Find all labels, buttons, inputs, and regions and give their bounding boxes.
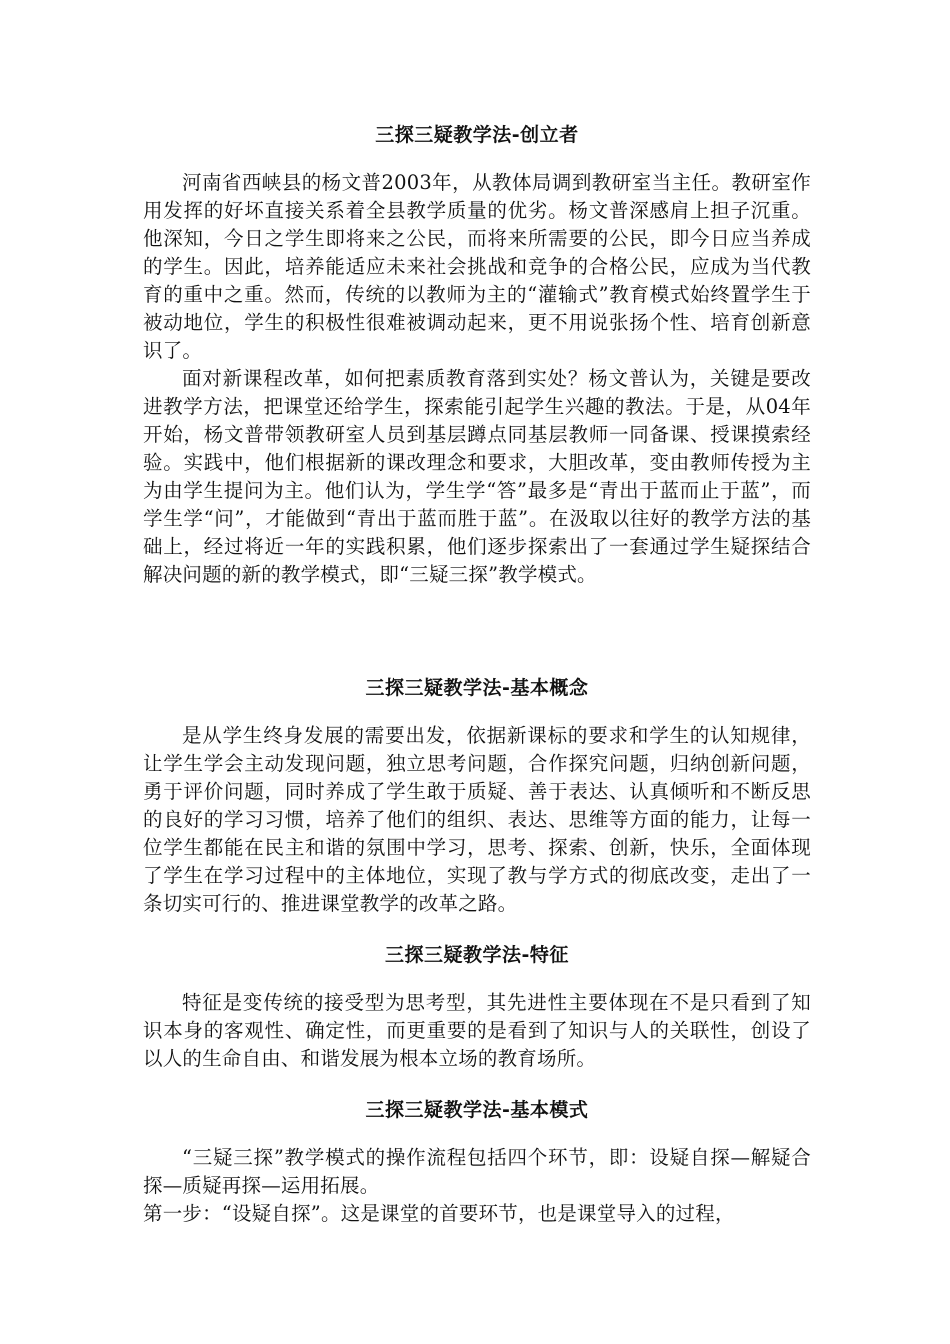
- founder-paragraph-2: 面对新课程改革，如何把素质教育落到实处？杨文普认为，关键是要改进教学方法，把课堂还给学生，探索能引起学生兴趣的教法。于是，从04年开始，杨文普带领教研室人员到基层蹲点同基层教师一同备课、授课摸索经验。实践中，他们根据新的课改理念和要求，大胆改革，变由教师传授为主为由学生提问为主。他们认为，学生学“答”最多是“青出于蓝而止于蓝”，而学生学“问”，才能做到“青出于蓝而胜于蓝”。在汲取以往好的教学方法的基础上，经过将近一年的实践积累，他们逐步探索出了一套通过学生疑探结合解决问题的新的教学模式，即“三疑三探”教学模式。: [143, 367, 811, 586]
- first-step-line: 第一步：“设疑自探”。这是课堂的首要环节，也是课堂导入的过程，: [143, 1202, 735, 1225]
- basic-concept-paragraph: 是从学生终身发展的需要出发，依据新课标的要求和学生的认知规律，让学生学会主动发现问题，独立思考问题，合作探究问题，归纳创新问题，勇于评价问题，同时养成了学生敢于质疑、善于表达、认真倾听和不断反思的良好的学习习惯，培养了他们的组织、表达、思维等方面的能力，让每一位学生都能在民主和谐的氛围中学习，思考、探索、创新，快乐，全面体现了学生在学习过程中的主体地位，实现了教与学方式的彻底改变，走出了一条切实可行的、推进课堂教学的改革之路。: [143, 724, 811, 915]
- section-heading-basic-mode: 三探三疑教学法-基本模式: [365, 1099, 589, 1121]
- section-heading-founder: 三探三疑教学法-创立者: [375, 124, 579, 146]
- section-heading-basic-concept: 三探三疑教学法-基本概念: [365, 677, 589, 699]
- basic-mode-paragraph: “三疑三探”教学模式的操作流程包括四个环节，即：设疑自探—解疑合探—质疑再探—运用拓展。: [143, 1146, 811, 1197]
- features-paragraph: 特征是变传统的接受型为思考型，其先进性主要体现在不是只看到了知识本身的客观性、确定性，而更重要的是看到了知识与人的关联性，创设了以人的生命自由、和谐发展为根本立场的教育场所。: [143, 991, 811, 1070]
- section-heading-features: 三探三疑教学法-特征: [385, 944, 569, 966]
- document-page: [143, 120, 811, 1228]
- founder-paragraph-1: 河南省西峡县的杨文普2003年，从教体局调到教研室当主任。教研室作用发挥的好坏直接关系着全县教学质量的优劣。杨文普深感肩上担子沉重。他深知，今日之学生即将来之公民，而将来所需要的公民，即今日应当养成的学生。因此，培养能适应未来社会挑战和竞争的合格公民，应成为当代教育的重中之重。然而，传统的以教师为主的“灌输式”教育模式始终置学生于被动地位，学生的积极性很难被调动起来，更不用说张扬个性、培育创新意识了。: [143, 171, 811, 362]
